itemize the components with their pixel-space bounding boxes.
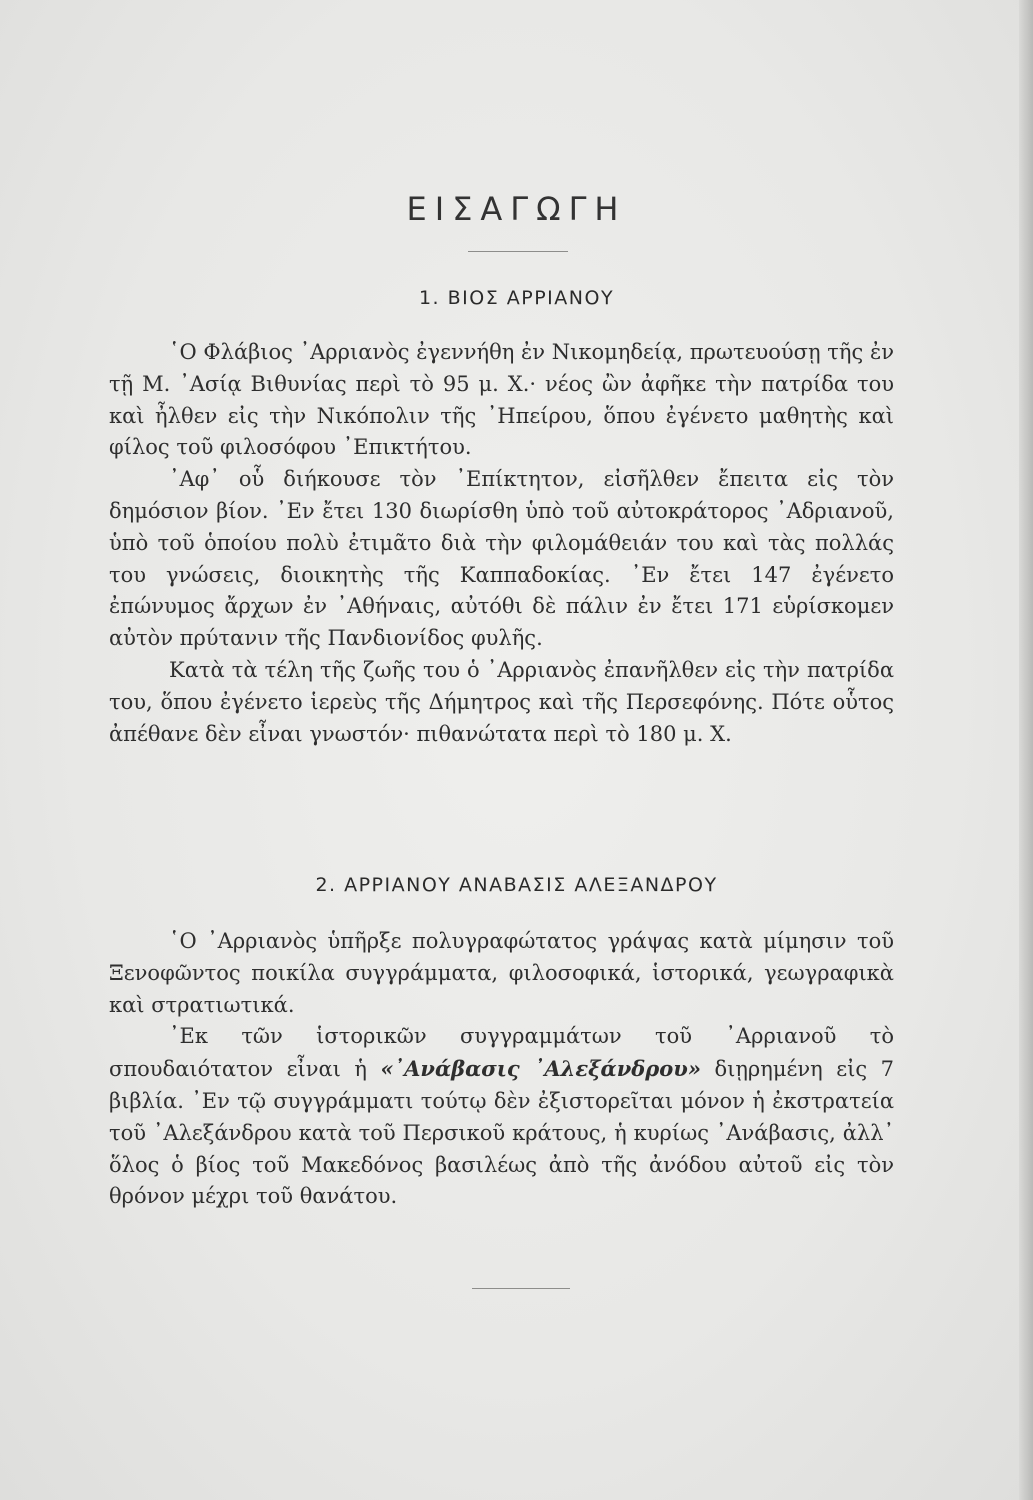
title-divider xyxy=(468,251,568,252)
page-title: ΕΙΣΑΓΩΓΗ xyxy=(406,190,627,228)
paragraph xyxy=(109,1021,894,1213)
work-title: «᾿Ανάβασις ᾿Αλεξάνδρου» xyxy=(380,1056,701,1082)
paragraph: ᾿Αφ᾿ οὗ διήκουσε τὸν ᾿Επίκτητον, εἰσῆλθεν ἔπειτα εἰς τὸν δημόσιον βίον. ᾿Εν ἔτει 130 διωρίσθη ὑπὸ τοῦ αὐτοκράτορος ᾿Αδριανοῦ, ὑπὸ τοῦ ὁποίου πολὺ ἐτιμᾶτο διὰ τὴν φιλομάθειάν του καὶ τὰς πολλάς του γνώσεις, διοικητὴς τῆς Καππαδοκίας. ᾿Εν ἔτει 147 ἐγένετο ἐπώνυμος ἄρχων ἐν ᾿Αθήναις, αὐτόθι δὲ πάλιν ἐν ἔτει 171 εὑρίσκομεν αὐτὸν πρύτανιν τῆς Πανδιονίδος φυλῆς. xyxy=(109,467,894,651)
paragraph: Κατὰ τὰ τέλη τῆς ζωῆς του ὁ ᾿Αρριανὸς ἐπανῆλθεν εἰς τὴν πατρίδα του, ὅπου ἐγένετο ἱερεὺς τῆς Δήμητρος καὶ τῆς Περσεφόνης. Πότε οὗτος ἀπέθανε δὲν εἶναι γνωστόν· πιθανώτατα περὶ τὸ 180 μ. Χ. xyxy=(109,657,894,746)
end-divider xyxy=(472,1288,570,1289)
section-2-body xyxy=(109,926,894,1213)
paragraph: ῾Ο Φλάβιος ᾿Αρριανὸς ἐγεννήθη ἐν Νικομηδείᾳ, πρωτευούσῃ τῆς ἐν τῇ Μ. ᾿Ασίᾳ Βιθυνίας περὶ τὸ 95 μ. Χ.· νέος ὢν ἀφῆκε τὴν πατρίδα του καὶ ἦλθεν εἰς τὴν Νικόπολιν τῆς ᾿Ηπείρου, ὅπου ἐγένετο μαθητὴς καὶ φίλος τοῦ φιλοσόφου ᾿Επικτήτου. xyxy=(109,340,894,460)
section-heading-1: 1. ΒΙΟΣ ΑΡΡΙΑΝΟΥ xyxy=(418,287,615,309)
paragraph-text: ᾿Εκ τῶν ἱστορικῶν συγγραμμάτων τοῦ ᾿Αρριανοῦ τὸ σπουδαιότατον εἶναι ἡ xyxy=(109,1024,894,1082)
paragraph: ῾Ο ᾿Αρριανὸς ὑπῆρξε πολυγραφώτατος γράψας κατὰ μίμησιν τοῦ Ξενοφῶντος ποικίλα συγγράμματα, φιλοσοφικά, ἱστορικά, γεωγραφικὰ καὶ στρατιωτικά. xyxy=(109,929,894,1017)
section-heading-2: 2. ΑΡΡΙΑΝΟΥ ΑΝΑΒΑΣΙΣ ΑΛΕΞΑΝΔΡΟΥ xyxy=(315,874,718,896)
section-1-body xyxy=(109,337,894,750)
paragraph-text: διῃρημένη εἰς 7 βιβλία. ᾿Εν τῷ συγγράμματι τούτῳ δὲν ἐξιστορεῖται μόνον ἡ ἐκστρατεία τοῦ ᾿Αλεξάνδρου κατὰ τοῦ Περσικοῦ κράτους, ἡ κυρίως ᾿Ανάβασις, ἀλλ᾿ ὅλος ὁ βίος τοῦ Μακεδόνος βασιλέως ἀπὸ τῆς ἀνόδου αὐτοῦ εἰς τὸν θρόνον μέχρι τοῦ θανάτου. xyxy=(109,1057,894,1209)
